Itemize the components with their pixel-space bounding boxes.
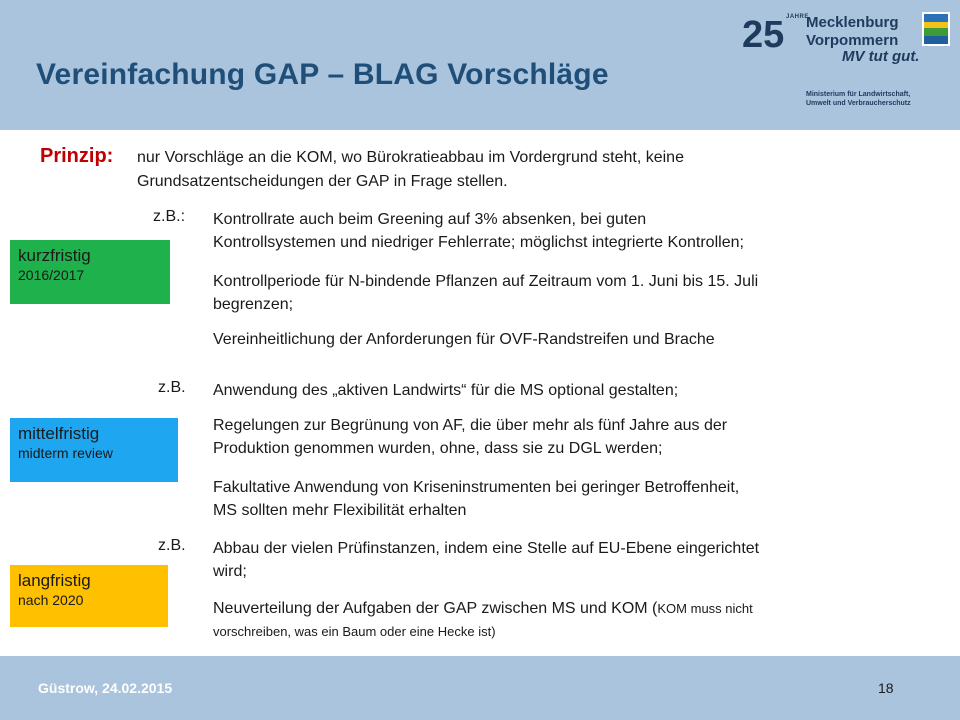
footer-date: Güstrow, 24.02.2015 [38, 680, 173, 696]
long-term-zb: z.B. [158, 537, 186, 554]
item-line: wird; [213, 563, 247, 580]
short-term-zb: z.B.: [153, 208, 186, 225]
short-term-item-3 [213, 328, 948, 351]
item-line: Regelungen zur Begrünung von AF, die über mehr als fünf Jahre aus der [213, 417, 728, 434]
anniversary-number: 25 [742, 14, 785, 56]
short-term-box [10, 240, 170, 304]
header-band [0, 0, 960, 130]
mid-term-label: mittelfristig [18, 424, 100, 443]
principle-text [137, 146, 877, 194]
state-name-line2: Vorpommern [806, 32, 899, 49]
item-line: Fakultative Anwendung von Kriseninstrumenten bei geringer Betroffenheit, [213, 479, 740, 496]
ministry-line1: Ministerium für Landwirtschaft, [806, 91, 911, 98]
item-line: MS sollten mehr Flexibilität erhalten [213, 502, 467, 519]
principle-line1: nur Vorschläge an die KOM, wo Bürokratieabbau im Vordergrund steht, keine [137, 149, 684, 166]
item-line [213, 597, 948, 620]
item-line: Vereinheitlichung der Anforderungen für OVF-Randstreifen und Brache [213, 331, 715, 348]
state-slogan: MV tut gut. [842, 48, 920, 65]
short-term-item-1 [213, 208, 948, 254]
ministry-line2: Umwelt und Verbraucherschutz [806, 100, 911, 107]
ministry-name [806, 90, 911, 108]
long-term-label: langfristig [18, 571, 91, 590]
item-text: Neuverteilung der Aufgaben der GAP zwischen MS und KOM ( [213, 600, 658, 617]
slide-title: Vereinfachung GAP – BLAG Vorschläge [36, 58, 609, 91]
item-line: Produktion genommen wurden, ohne, dass sie zu DGL werden; [213, 440, 663, 457]
footer-band [0, 656, 960, 720]
principle-label: Prinzip: [40, 145, 114, 167]
long-term-item-2 [213, 597, 948, 643]
mid-term-box [10, 418, 178, 482]
short-term-label: kurzfristig [18, 246, 91, 265]
mid-term-item-1 [213, 379, 948, 402]
item-line: Anwendung des „aktiven Landwirts“ für die MS optional gestalten; [213, 382, 679, 399]
principle-line2: Grundsatzentscheidungen der GAP in Frage stellen. [137, 173, 508, 190]
item-line: begrenzen; [213, 296, 294, 313]
mid-term-item-3 [213, 476, 948, 522]
item-line: Kontrollperiode für N-bindende Pflanzen auf Zeitraum vom 1. Juni bis 15. Juli [213, 273, 759, 290]
item-line-small: vorschreiben, was ein Baum oder eine Hecke ist) [213, 624, 496, 639]
page-number: 18 [878, 680, 894, 696]
long-term-item-1 [213, 537, 948, 583]
short-term-item-2 [213, 270, 948, 316]
state-flag-icon [922, 12, 950, 46]
long-term-box [10, 565, 168, 627]
state-name-line1: Mecklenburg [806, 14, 899, 31]
item-line: Kontrollsystemen und niedriger Fehlerrate; möglichst integrierte Kontrollen; [213, 234, 744, 251]
long-term-sublabel: nach 2020 [18, 592, 84, 608]
item-text-small: KOM muss nicht [657, 601, 753, 616]
item-line: Kontrollrate auch beim Greening auf 3% absenken, bei guten [213, 211, 647, 228]
state-logo-text [806, 14, 899, 50]
mid-term-item-2 [213, 414, 948, 460]
mid-term-zb: z.B. [158, 379, 186, 396]
mid-term-sublabel: midterm review [18, 445, 113, 461]
short-term-sublabel: 2016/2017 [18, 267, 85, 283]
item-line: Abbau der vielen Prüfinstanzen, indem eine Stelle auf EU-Ebene eingerichtet [213, 540, 760, 557]
anniversary-word: JAHRE [786, 14, 809, 20]
